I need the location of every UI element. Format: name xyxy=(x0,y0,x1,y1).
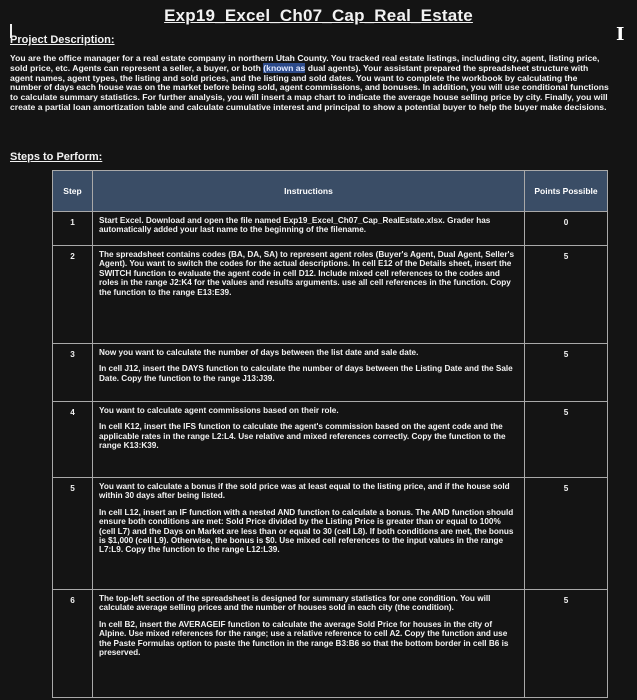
step-number: 3 xyxy=(53,344,93,402)
step-number: 6 xyxy=(53,590,93,698)
step-number: 4 xyxy=(53,402,93,478)
instruction-paragraph: In cell B2, insert the AVERAGEIF function to calculate the average Sold Price for houses in the city of Alpine. Use mixed references for the range; use a relative reference to cell A2. Copy the function and use the Paste Formulas option to paste the function in the range B3:B6 so that the bottom border in cell B6 is preserved. xyxy=(99,619,509,658)
project-description-text: You are the office manager for a real estate company in northern Utah County. You tracked real estate listings, including city, agent, listing price, sold price, etc. Agents can represent a seller, a buyer, or both (known as dual agents). Your assistant prepared the spreadsheet structure with agent names, agent types, the listing and sold prices, and the listing and sold dates. You want to complete the workbook by calculating the number of days each house was on the market before being sold, agent commissions, and bonuses. In addition, you will use conditional functions to calculate summary statistics. For further analysis, you will insert a map chart to indicate the average house selling price by city. Finally, you will create a partial loan amortization table and calculate cumulative interest and principal to show a potential buyer to help the buyer make decisions. xyxy=(10,53,609,112)
project-description-label: Project Description: xyxy=(10,34,115,46)
step-instructions xyxy=(93,212,525,246)
step-points: 5 xyxy=(525,402,608,478)
table-row xyxy=(53,402,608,478)
step-points: 5 xyxy=(525,590,608,698)
instruction-paragraph: Now you want to calculate the number of days between the list date and sale date. xyxy=(99,348,419,357)
document-title: Exp19_Excel_Ch07_Cap_Real_Estate xyxy=(164,6,473,25)
step-number: 5 xyxy=(53,478,93,590)
table-row xyxy=(53,344,608,402)
instruction-paragraph: You want to calculate agent commissions based on their role. xyxy=(99,406,339,415)
step-points: 5 xyxy=(525,344,608,402)
instruction-paragraph: The top-left section of the spreadsheet is designed for summary statistics for one condition. You will calculate average selling prices and the number of houses sold in each city (the condition). xyxy=(99,594,491,613)
instruction-paragraph: In cell K12, insert the IFS function to calculate the agent's commission based on the agent code and the applicable rates in the range L2:L4. Use relative and mixed references correctly. Copy the function to the range K13:K39. xyxy=(99,422,506,451)
instruction-paragraph: You want to calculate a bonus if the sold price was at least equal to the listing price, and if the house sold within 30 days after being listed. xyxy=(99,482,510,501)
instruction-paragraph: Start Excel. Download and open the file named Exp19_Excel_Ch07_Cap_RealEstate.xlsx. Grader has automatically added your last name to the beginning of the filename. xyxy=(99,216,491,235)
step-instructions xyxy=(93,478,525,590)
step-points: 5 xyxy=(525,246,608,344)
step-number: 1 xyxy=(53,212,93,246)
instruction-paragraph: In cell J12, insert the DAYS function to calculate the number of days between the Listing Date and the Sale Date. Copy the function to the range J13:J39. xyxy=(99,364,513,383)
step-number: 2 xyxy=(53,246,93,344)
instruction-paragraph: The spreadsheet contains codes (BA, DA, SA) to represent agent roles (Buyer's Agent, Dual Agent, Seller's Agent). You want to switch the codes for the actual descriptions. In cell E12 of the Details sheet, insert the SWITCH function to evaluate the agent code in cell D12. Include mixed cell references to the codes and roles in the range J2:K4 for the values and results arguments. use all cell references in the function. Copy the function to the range E13:E39. xyxy=(99,250,515,297)
instruction-paragraph: In cell L12, insert an IF function with a nested AND function to calculate a bonus. The AND function should ensure both conditions are met: Sold Price divided by the Listing Price is greater than or equal to 100% (cell L7) and the Days on Market are less than or equal to 30 (cell L8). If both conditions are met, the bonus is $1,000 (cell L9). Otherwise, the bonus is $0. Use mixed cell references to the input values in the range L7:L9. Copy the function to the range L12:L39. xyxy=(99,507,514,555)
header-points: Points Possible xyxy=(525,171,608,212)
selected-text[interactable]: (known as xyxy=(263,62,306,73)
ibeam-cursor-icon: I xyxy=(616,24,625,45)
table-row xyxy=(53,478,608,590)
table-row xyxy=(53,590,608,698)
header-instructions: Instructions xyxy=(93,171,525,212)
step-points: 0 xyxy=(525,212,608,246)
step-instructions xyxy=(93,344,525,402)
step-instructions xyxy=(93,590,525,698)
table-row xyxy=(53,212,608,246)
step-instructions xyxy=(93,246,525,344)
step-points: 5 xyxy=(525,478,608,590)
table-row xyxy=(53,246,608,344)
header-step: Step xyxy=(53,171,93,212)
steps-table xyxy=(52,170,608,698)
step-instructions xyxy=(93,402,525,478)
steps-label: Steps to Perform: xyxy=(10,151,103,163)
